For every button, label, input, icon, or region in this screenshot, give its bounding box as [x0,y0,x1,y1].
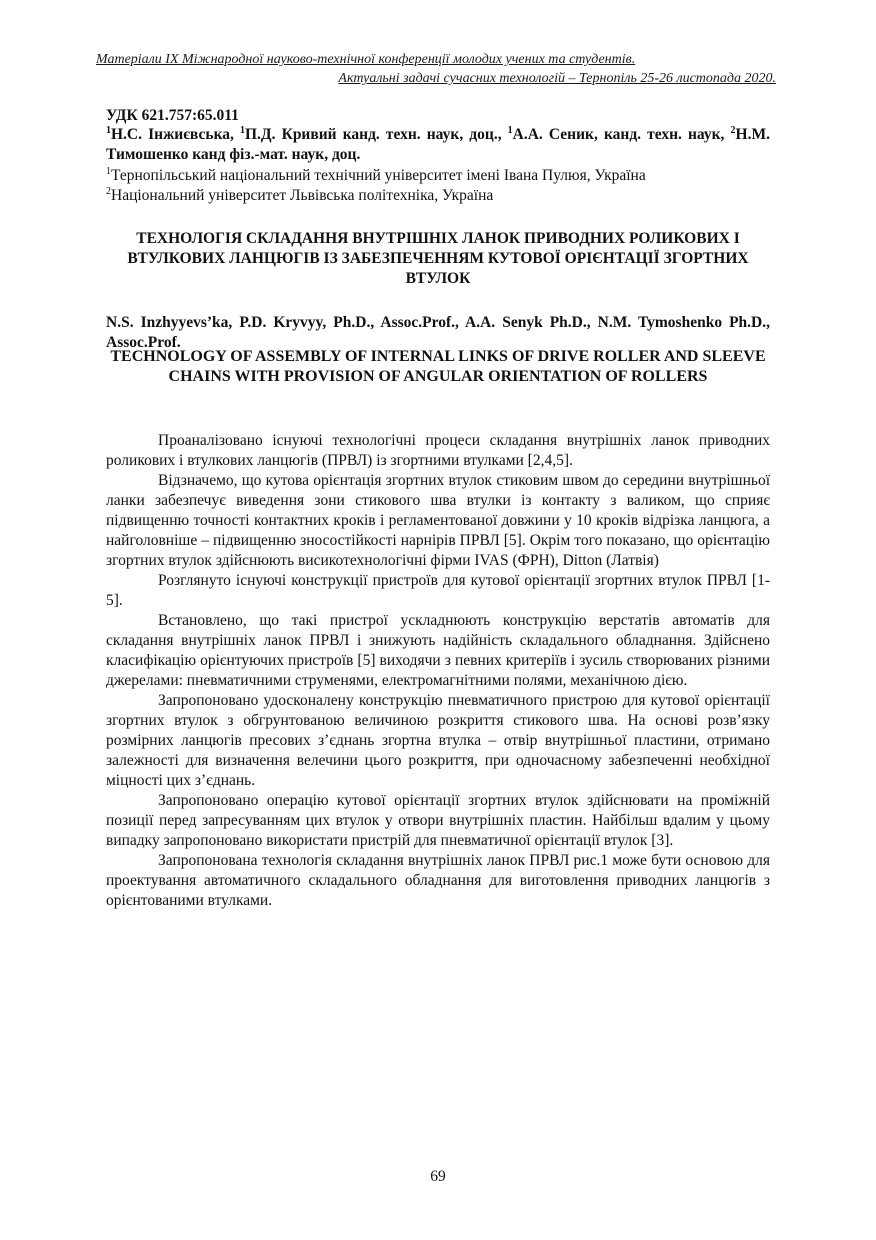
abstract-paragraph: Запропоновано операцію кутової орієнтації згортних втулок здійснювати на проміжній позиції перед запресуванням цих втулок у отвори внутрішніх пластин. Найбільш вдалим у цьому випадку запропоновано використати пристрій для пневматичної орієнтації втулок [3]. [106,792,770,849]
conference-title: Матеріали IX Міжнародної науково-технічної конференції молодих учених та студентів. [96,52,636,67]
author-affiliation-mark: 1 [507,125,513,136]
author-2: П.Д. Кривий канд. техн. наук, доц., [245,126,508,143]
udk-code: УДК 621.757:65.011 [106,107,239,124]
affiliation-mark: 2 [106,186,111,197]
author-affiliation-mark: 2 [730,125,736,136]
abstract-paragraph: Встановлено, що такі пристрої ускладнюють конструкцію верстатів автоматів для складання внутрішніх ланок ПРВЛ і знижують надійність складального обладнання. Здійснено класифікацію орієнтуючих пристроїв [5] виходячи з певних критеріїв і зусиль створюваних різними джерелами: пневматичними струменями, електромагнітними полями, механічною дією. [106,612,770,689]
page-number: 69 [430,1168,446,1185]
conference-subtitle: Актуальні задачі сучасних технологій – Тернопіль 25-26 листопада 2020. [338,71,776,86]
affiliation-text: Тернопільський національний технічний університет імені Івана Пулюя, Україна [111,167,646,184]
affiliation-1 [106,166,646,186]
abstract-paragraph: Розглянуто існуючі конструкції пристроїв для кутової орієнтації згортних втулок ПРВЛ [1-5]. [106,572,770,609]
affiliation-text: Національний університет Львівська політехніка, Україна [111,187,494,204]
running-header [96,50,776,88]
author-4: Н.М. Тимошенко канд фіз.-мат. наук, доц. [106,126,770,163]
abstract-paragraph: Запропоновано удосконалену конструкцію пневматичного пристрою для кутової орієнтації згортних втулок з обгрунтованою величиною розкриття стикового шва. На основі розв’язку розмірних ланцюгів пресових з’єднань згортна втулка – отвір внутрішньої пластини, отримано залежності для визначення велечини цього розкриття, при одночасному забезпеченні необхідної міцності цих з’єднань. [106,692,770,789]
authors-ua [106,125,770,165]
author-affiliation-mark: 1 [106,125,111,136]
author-3: А.А. Сеник, канд. техн. наук, [512,126,731,143]
affiliation-mark: 1 [106,166,111,177]
abstract-paragraph: Запропонована технологія складання внутрішніх ланок ПРВЛ рис.1 може бути основою для проектування автоматичного складального обладнання для виготовлення приводних ланцюгів з орієнтованими втулками. [106,852,770,909]
paper-title-ua: ТЕХНОЛОГІЯ СКЛАДАННЯ ВНУТРІШНІХ ЛАНОК ПРИВОДНИХ РОЛИКОВИХ І ВТУЛКОВИХ ЛАНЦЮГІВ ІЗ ЗАБЕЗПЕЧЕННЯМ КУТОВОЇ ОРІЄНТАЦІЇ ЗГОРТНИХ ВТУЛОК [127,230,749,287]
abstract-paragraph: Відзначемо, що кутова орієнтація згортних втулок стиковим швом до середини внутрішньої ланки забезпечує виведення зони стикового шва втулки із контакту з валиком, що сприяє підвищенню точності контактних кроків і регламентованої довжини у 10 кроків відрізка ланцюга, а найголовніше – підвищенню зносостійкості нарнірів ПРВЛ [5]. Окрім того показано, що орієнтацію згортних втулок здійснюють висикотехнологічні фірми IVAS (ФРН), Ditton (Латвія) [106,472,770,569]
paper-title-en: TECHNOLOGY OF ASSEMBLY OF INTERNAL LINKS OF DRIVE ROLLER AND SLEEVE CHAINS WITH PROVISION OF ANGULAR ORIENTATION OF ROLLERS [110,348,766,385]
abstract-paragraph: Проаналізовано існуючі технологічні процеси складання внутрішніх ланок приводних роликових і втулкових ланцюгів (ПРВЛ) із згортними втулками [2,4,5]. [106,432,770,469]
abstract-body [106,431,770,911]
affiliation-2 [106,186,493,206]
author-1: Н.С. Інжиєвська, [111,126,240,143]
author-affiliation-mark: 1 [240,125,245,136]
authors-en: N.S. Inzhyyevs’ka, P.D. Kryvyy, Ph.D., Assoc.Prof., A.A. Senyk Ph.D., N.M. Tymoshenko Ph.D., Assoc.Prof. [106,314,770,351]
